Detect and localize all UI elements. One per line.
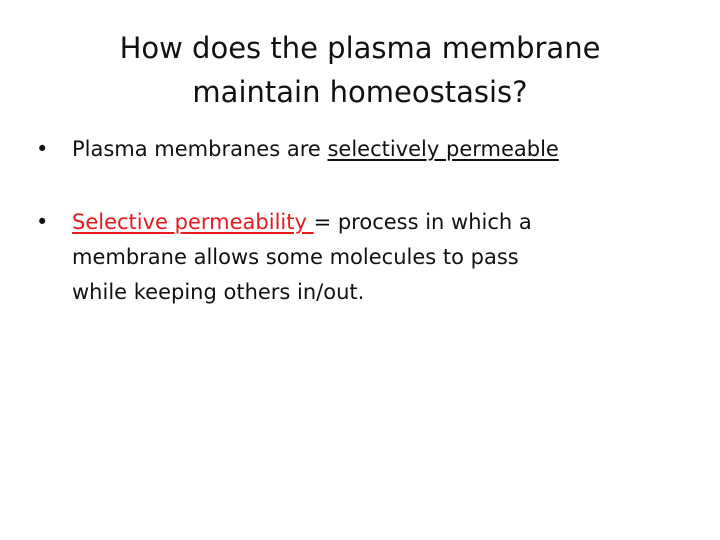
selectively-permeable-term: selectively permeable [327,137,559,161]
bullet-2-line-3: while keeping others in/out. [72,280,365,304]
bullet-2-line-1 [72,205,686,240]
slide-title [40,26,680,114]
bullet-1-line [72,132,686,167]
bullet-2-line-2: membrane allows some molecules to pass [72,245,519,269]
bullet-item-plasma-membranes [36,132,686,167]
selective-permeability-term: Selective permeability [72,210,314,234]
slide-title-line-2: maintain homeostasis? [192,75,528,109]
bullet-2-definition-start: = process in which a [313,210,532,234]
bullet-list [36,132,686,310]
bullet-1-text: Plasma membranes are [72,137,328,161]
bullet-item-selective-permeability [36,205,686,310]
bullet-dot-icon: • [36,137,49,161]
bullet-dot-icon: • [36,210,49,234]
slide-title-line-1: How does the plasma membrane [119,31,601,65]
